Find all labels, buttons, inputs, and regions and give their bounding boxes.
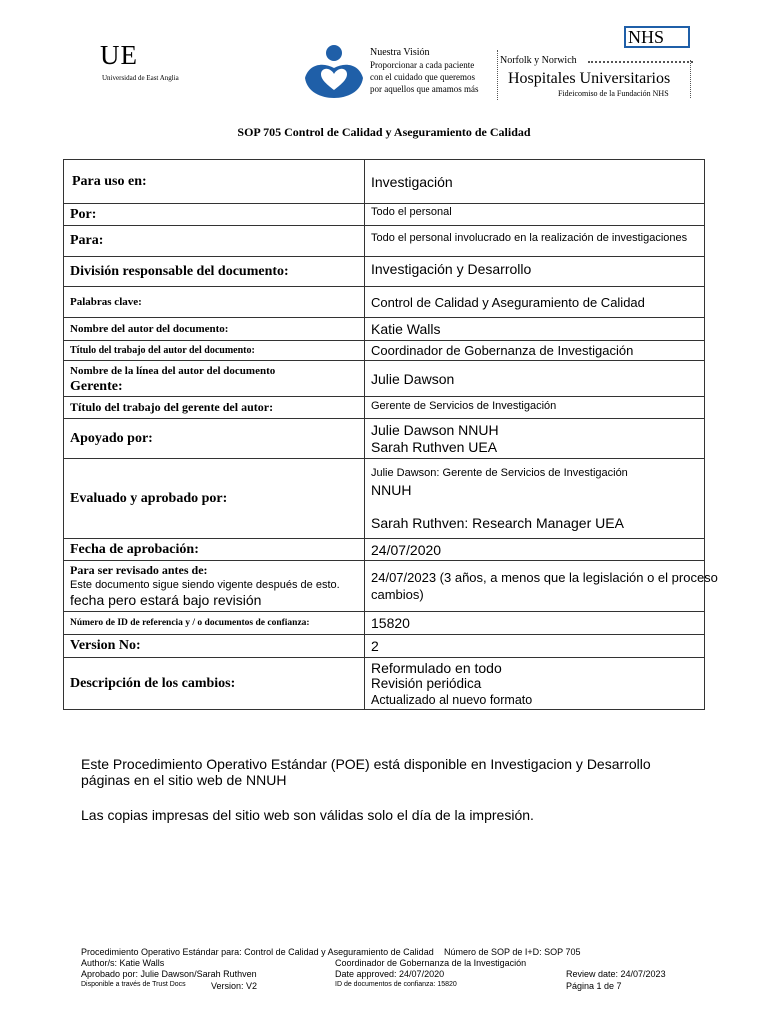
- value-line: Julie Dawson: Gerente de Servicios de Investigación: [371, 467, 628, 479]
- row-label: Título del trabajo del gerente del autor:: [64, 397, 365, 419]
- row-label: División responsable del documento:: [64, 257, 365, 287]
- row-value: [365, 459, 705, 539]
- value-line: Sarah Ruthven UEA: [371, 438, 498, 455]
- row-value: Investigación: [365, 160, 705, 204]
- heart-people-logo: [303, 44, 365, 100]
- row-label: Version No:: [64, 635, 365, 658]
- row-label-line: Para ser revisado antes de:: [70, 563, 208, 577]
- footer-author-role: Coordinador de Gobernanza de la Investigación: [335, 958, 527, 968]
- table-row: [64, 612, 705, 635]
- table-row: [64, 361, 705, 397]
- row-value: 2: [365, 635, 705, 658]
- trust-name-line3: Fideicomiso de la Fundación NHS: [558, 89, 669, 98]
- table-row: [64, 226, 705, 257]
- row-value: Coordinador de Gobernanza de Investigación: [365, 341, 705, 361]
- row-label-line: fecha pero estará bajo revisión: [70, 592, 262, 608]
- row-label: Nombre del autor del documento:: [64, 318, 365, 341]
- row-value: [365, 561, 718, 612]
- footer-page-number: Página 1 de 7: [566, 981, 622, 991]
- table-row: [64, 419, 705, 459]
- validity-paragraph: Las copias impresas del sitio web son válidas solo el día de la impresión.: [81, 807, 534, 823]
- row-value: [365, 658, 705, 710]
- table-row: [64, 539, 705, 561]
- footer-approved-by: Aprobado por: Julie Dawson/Sarah Ruthven: [81, 969, 257, 979]
- divider: [588, 61, 693, 63]
- row-label: Título del trabajo del autor del documento:: [64, 341, 365, 361]
- row-value: Katie Walls: [365, 318, 705, 341]
- table-row: [64, 160, 705, 204]
- document-title: SOP 705 Control de Calidad y Aseguramiento de Calidad: [237, 125, 531, 139]
- row-label: Evaluado y aprobado por:: [64, 459, 365, 539]
- trust-name-line1: Norfolk y Norwich: [500, 55, 577, 66]
- table-row: [64, 318, 705, 341]
- footer-sop-number: Número de SOP de I+D: SOP 705: [444, 947, 581, 957]
- value-line: Actualizado al nuevo formato: [371, 692, 533, 707]
- row-value: 15820: [365, 612, 705, 635]
- ue-logo: UE: [100, 40, 138, 70]
- ue-subtitle: Universidad de East Anglia: [102, 74, 179, 82]
- value-line: cambios): [371, 587, 424, 602]
- row-label: Fecha de aprobación:: [64, 539, 365, 561]
- vision-line: Proporcionar a cada paciente: [370, 60, 475, 70]
- vision-title: Nuestra Visión: [370, 47, 430, 58]
- footer-review-date: Review date: 24/07/2023: [566, 969, 666, 979]
- value-line: Revisión periódica: [371, 675, 482, 691]
- paragraph-line: Este Procedimiento Operativo Estándar (POE) está disponible en Investigacion y Desarrollo: [81, 756, 651, 772]
- value-line: Julie Dawson NNUH: [371, 421, 499, 438]
- row-label-line: Gerente:: [70, 378, 123, 394]
- row-label: Apoyado por:: [64, 419, 365, 459]
- footer-version: Version: V2: [211, 981, 258, 991]
- availability-paragraph: [81, 756, 651, 788]
- row-value: Gerente de Servicios de Investigación: [365, 397, 705, 419]
- document-metadata-table: [63, 159, 718, 710]
- row-value: [365, 419, 705, 459]
- row-label: Número de ID de referencia y / o documentos de confianza:: [64, 612, 365, 635]
- divider: [690, 60, 691, 98]
- footer-sop-title: Procedimiento Operativo Estándar para: Control de Calidad y Aseguramiento de Calidad: [81, 947, 434, 957]
- footer-trust-doc-id: ID de documentos de confianza: 15820: [335, 981, 457, 988]
- row-label-line: Este documento sigue siendo vigente después de esto.: [70, 579, 340, 591]
- value-line: NNUH: [371, 482, 412, 498]
- table-row: [64, 287, 705, 318]
- footer-author: Author/s: Katie Walls: [81, 958, 165, 968]
- row-label: Para uso en:: [64, 160, 365, 204]
- value-line: 24/07/2023 (3 años, a menos que la legislación o el proceso: [371, 570, 718, 585]
- table-row: [64, 561, 705, 612]
- row-value: Todo el personal involucrado en la realización de investigaciones: [365, 226, 705, 257]
- vision-statement: [370, 47, 478, 95]
- footer-availability: Disponible a través de Trust Docs: [81, 981, 186, 988]
- table-row: [64, 397, 705, 419]
- table-row: [64, 341, 705, 361]
- value-line: Reformulado en todo: [371, 659, 502, 676]
- row-label: [64, 361, 365, 397]
- row-value: Control de Calidad y Aseguramiento de Calidad: [365, 287, 705, 318]
- table-row: [64, 257, 705, 287]
- row-value: Todo el personal: [365, 204, 705, 226]
- row-label: Por:: [64, 204, 365, 226]
- footer-date-approved: Date approved: 24/07/2020: [335, 969, 445, 979]
- table-row: [64, 204, 705, 226]
- table-row: [64, 635, 705, 658]
- divider: [497, 50, 498, 100]
- vision-line: por aquellos que amamos más: [370, 84, 479, 94]
- row-value: Investigación y Desarrollo: [365, 257, 705, 287]
- row-label: [64, 561, 365, 612]
- nhs-logo: NHS: [624, 26, 690, 48]
- row-value: Julie Dawson: [365, 361, 705, 397]
- paragraph-line: páginas en el sitio web de NNUH: [81, 772, 287, 788]
- row-label-line: Nombre de la línea del autor del documento: [70, 364, 276, 377]
- row-label: Para:: [64, 226, 365, 257]
- row-label: Descripción de los cambios:: [64, 658, 365, 710]
- vision-line: con el cuidado que queremos: [370, 72, 475, 82]
- value-line: Sarah Ruthven: Research Manager UEA: [371, 515, 624, 531]
- trust-name-line2: Hospitales Universitarios: [508, 70, 671, 87]
- table-row: [64, 658, 705, 710]
- table-row: [64, 459, 705, 539]
- row-label: Palabras clave:: [64, 287, 365, 318]
- row-value: 24/07/2020: [365, 539, 705, 561]
